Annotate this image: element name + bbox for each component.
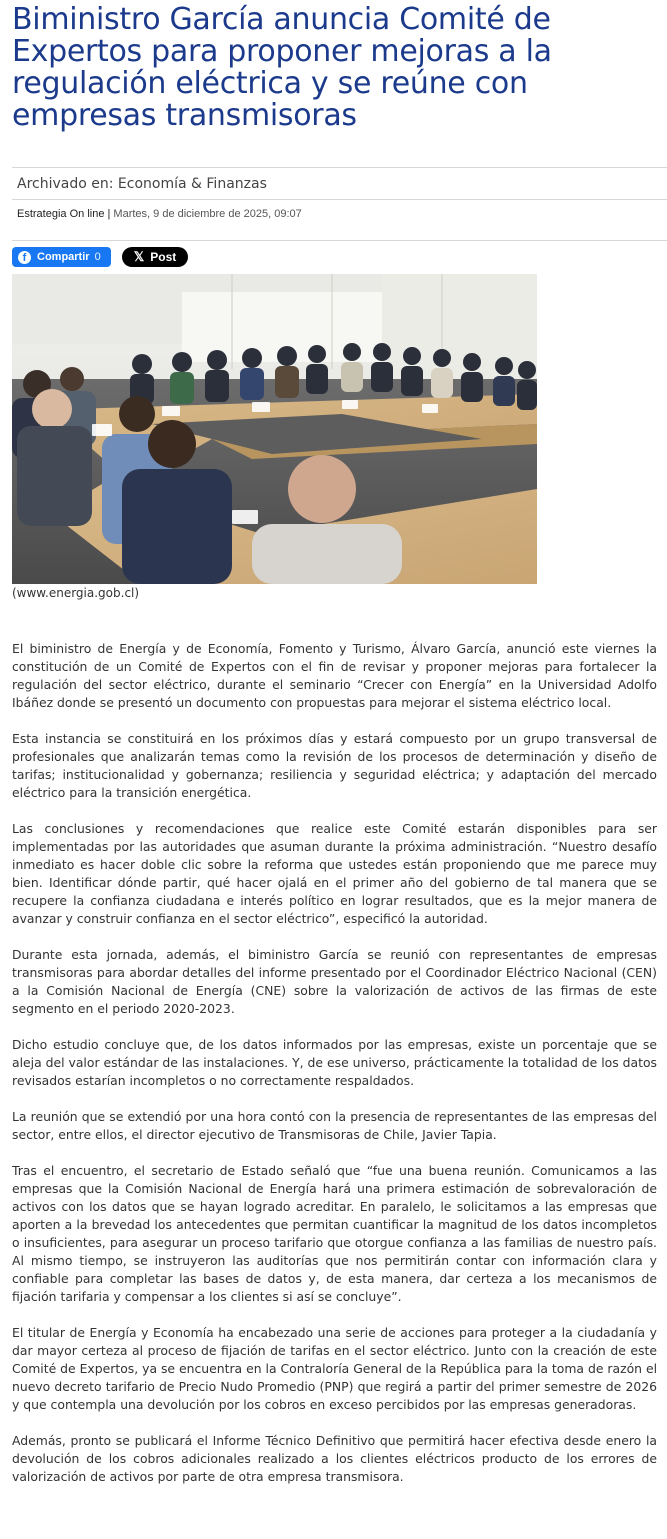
source-name: Estrategia On line: [17, 208, 105, 220]
divider: [12, 199, 667, 200]
facebook-share-count: 0: [94, 251, 101, 263]
x-post-button[interactable]: [122, 247, 188, 267]
archived-category-link[interactable]: Economía & Finanzas: [117, 176, 267, 192]
facebook-share-label: Compartir: [37, 251, 90, 263]
publish-date: Martes, 9 de diciembre de 2025, 09:07: [113, 208, 302, 220]
article-body: [12, 640, 657, 1504]
divider: [12, 167, 667, 168]
article-paragraph: Dicho estudio concluye que, de los datos informados por las empresas, existe un porcentaje que se aleja del valor estándar de las instalaciones. Y, de ese universo, prácticamente la totalidad de los datos revisados estarían incompletos o no correctamente respaldados.: [12, 1037, 657, 1088]
image-caption: (www.energia.gob.cl): [12, 586, 140, 600]
archived-label: Archivado en:: [17, 176, 114, 192]
facebook-icon: f: [18, 251, 31, 264]
x-logo-icon: 𝕏: [133, 249, 145, 264]
article-paragraph: El titular de Energía y Economía ha encabezado una serie de acciones para proteger a la ciudadanía y dar mayor certeza al proceso de fijación de tarifas en el sector eléctrico. Junto con la creación de este Comité de Expertos, ya se encuentra en la Contraloría General de la República para la toma de razón el nuevo decreto tarifario de Precio Nudo Promedio (PNP) que regirá a partir del primer semestre de 2026 y que contempla una devolución por los cobros en exceso percibidos por las empresas generadoras.: [12, 1325, 658, 1412]
article-paragraph: Además, pronto se publicará el Informe Técnico Definitivo que permitirá hacer efectiva desde enero la devolución de los cobros adicionales realizado a los clientes eléctricos producto de los errores de valorización de activos por parte de otra empresa transmisora.: [12, 1433, 657, 1484]
article-paragraph: Esta instancia se constituirá en los próximos días y estará compuesto por un grupo transversal de profesionales que analizarán temas como la revisión de los procesos de determinación y diseño de tarifas; institucionalidad y gobernanza; resiliencia y seguridad eléctrica; y adaptación del mercado eléctrico para la transición energética.: [12, 731, 657, 800]
divider: [12, 240, 667, 241]
archived-in: [17, 176, 267, 192]
byline: [17, 208, 302, 220]
facebook-share-button[interactable]: [12, 247, 111, 267]
article-paragraph: El biministro de Energía y de Economía, Fomento y Turismo, Álvaro García, anunció este viernes la constitución de un Comité de Expertos con el fin de revisar y proponer mejoras para fortalecer la regulación del sector eléctrico, durante el seminario “Crecer con Energía” en la Universidad Adolfo Ibáñez donde se presentó un documento con propuestas para mejorar el sistema eléctrico local.: [12, 641, 657, 710]
article-paragraph: Tras el encuentro, el secretario de Estado señaló que “fue una buena reunión. Comunicamos a las empresas que la Comisión Nacional de Energía hará una primera estimación de sobrevaloración de activos con los datos que se hayan logrado acreditar. En paralelo, le solicitamos a las empresas que aporten a la brevedad los antecedentes que permitan cuantificar la magnitud de los datos incompletos o insuficientes, para asegurar un proceso tarifario que otorgue confianza a las familias de nuestro país. Al mismo tiempo, se instruyeron las auditorías que nos permitirán contar con información clara y confiable para completar las bases de datos y, de esta manera, dar certeza a los mecanismos de fijación tarifaria y compensar a los clientes si así se concluye”.: [12, 1163, 657, 1304]
byline-separator: |: [107, 208, 111, 220]
x-post-label: Post: [150, 250, 177, 264]
article-paragraph: Durante esta jornada, además, el biministro García se reunió con representantes de empresas transmisoras para abordar detalles del informe presentado por el Coordinador Eléctrico Nacional (CEN) a la Comisión Nacional de Energía (CNE) sobre la valorización de activos de las firmas de este segmento en el periodo 2020-2023.: [12, 947, 657, 1016]
article-paragraph: La reunión que se extendió por una hora contó con la presencia de representantes de las empresas del sector, entre ellos, el director ejecutivo de Transmisoras de Chile, Javier Tapia.: [12, 1109, 657, 1142]
article-photo: [12, 274, 537, 584]
article-title: Biministro García anuncia Comité de Expertos para proponer mejoras a la regulación eléctrica y se reúne con empresas transmisoras: [12, 2, 552, 133]
article-paragraph: Las conclusiones y recomendaciones que realice este Comité estarán disponibles para ser implementadas por las autoridades que asuman durante la próxima administración. “Nuestro desafío inmediato es hacer doble clic sobre la reforma que ustedes están proponiendo que me parece muy bien. Identificar dónde partir, qué hacer ojalá en el primer año del gobierno de tal manera que se recupere la confianza ciudadana e interés político en lograr resultados, que es la mejor manera de avanzar y construir confianza en el sector eléctrico”, especificó la autoridad.: [12, 821, 657, 926]
